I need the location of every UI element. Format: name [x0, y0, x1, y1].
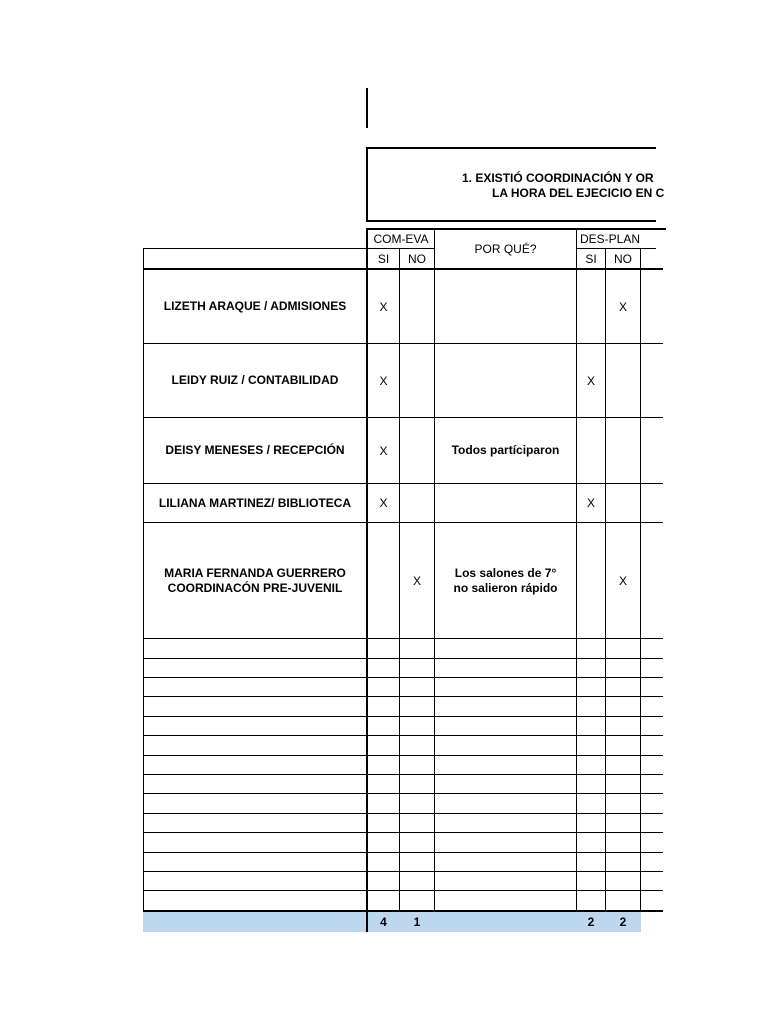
row-no1	[400, 418, 434, 483]
row-no1	[400, 270, 434, 343]
cursor-mark	[366, 88, 368, 128]
row-si2: X	[586, 373, 595, 388]
row-no1	[400, 344, 434, 417]
name-header-top	[143, 248, 366, 249]
header-no-1: NO	[408, 251, 426, 266]
row-border	[143, 793, 663, 794]
row-why	[435, 523, 576, 638]
row-si2: X	[586, 496, 595, 510]
row-border	[143, 813, 663, 814]
row-why	[435, 270, 576, 343]
row-border	[143, 677, 663, 678]
col-border-no2	[640, 248, 641, 912]
row-name-line2: COORDINACÓN PRE-JUVENIL	[167, 580, 343, 595]
row-no2	[606, 484, 640, 522]
row-si1: X	[379, 373, 388, 388]
header-com-eva: COM-EVA	[373, 232, 429, 246]
row-why-line1: Los salones de 7°	[454, 565, 557, 580]
row-no1: X	[412, 573, 421, 588]
row-si1	[368, 523, 399, 638]
question-title-box	[366, 147, 665, 222]
row-no2	[606, 344, 640, 417]
header-no-2: NO	[614, 251, 632, 266]
header-si-2: SI	[585, 251, 597, 266]
row-si1: X	[379, 299, 388, 314]
header-des-plan: DES-PLAN	[580, 232, 641, 246]
row-border	[143, 658, 663, 659]
row-name: LEIDY RUIZ / CONTABILIDAD	[171, 373, 339, 387]
row-name: DEISY MENESES / RECEPCIÓN	[165, 443, 345, 457]
row-name	[144, 523, 366, 638]
total-si1: 4	[380, 915, 387, 929]
row-why-line2: no salieron rápido	[453, 580, 558, 595]
row-border	[143, 832, 663, 833]
total-no2: 2	[619, 915, 627, 929]
row-si2	[577, 523, 605, 638]
row-border	[143, 890, 663, 891]
row-no2	[606, 418, 640, 483]
row-name: LILIANA MARTINEZ/ BIBLIOTECA	[158, 495, 352, 510]
row-border	[143, 716, 663, 717]
row-border	[143, 871, 663, 872]
total-no1: 1	[413, 915, 421, 929]
row-si2	[577, 418, 605, 483]
row-border	[143, 755, 663, 756]
row-si2	[577, 270, 605, 343]
row-why	[435, 344, 576, 417]
question-title-line1: 1. EXISTIÓ COORDINACIÓN Y OR	[462, 171, 654, 185]
row-name: LIZETH ARAQUE / ADMISIONES	[163, 299, 347, 313]
row-border	[143, 774, 663, 775]
row-name-line1: MARIA FERNANDA GUERRERO	[164, 565, 346, 580]
row-si1: X	[379, 443, 388, 458]
question-title-line2: LA HORA DEL EJECICIO EN C	[492, 186, 665, 200]
header-si-1: SI	[377, 251, 390, 266]
row-no2: X	[618, 299, 627, 314]
row-border	[143, 735, 663, 736]
header-por-que: POR QUÉ?	[474, 242, 537, 256]
row-why: Todos partíciparon	[451, 443, 560, 457]
row-border	[143, 852, 663, 853]
row-border	[143, 638, 663, 639]
row-no1	[400, 484, 434, 522]
row-why	[435, 484, 576, 522]
row-si1: X	[379, 496, 388, 510]
row-no2: X	[618, 573, 627, 588]
total-si2: 2	[587, 915, 595, 929]
row-border	[143, 696, 663, 697]
